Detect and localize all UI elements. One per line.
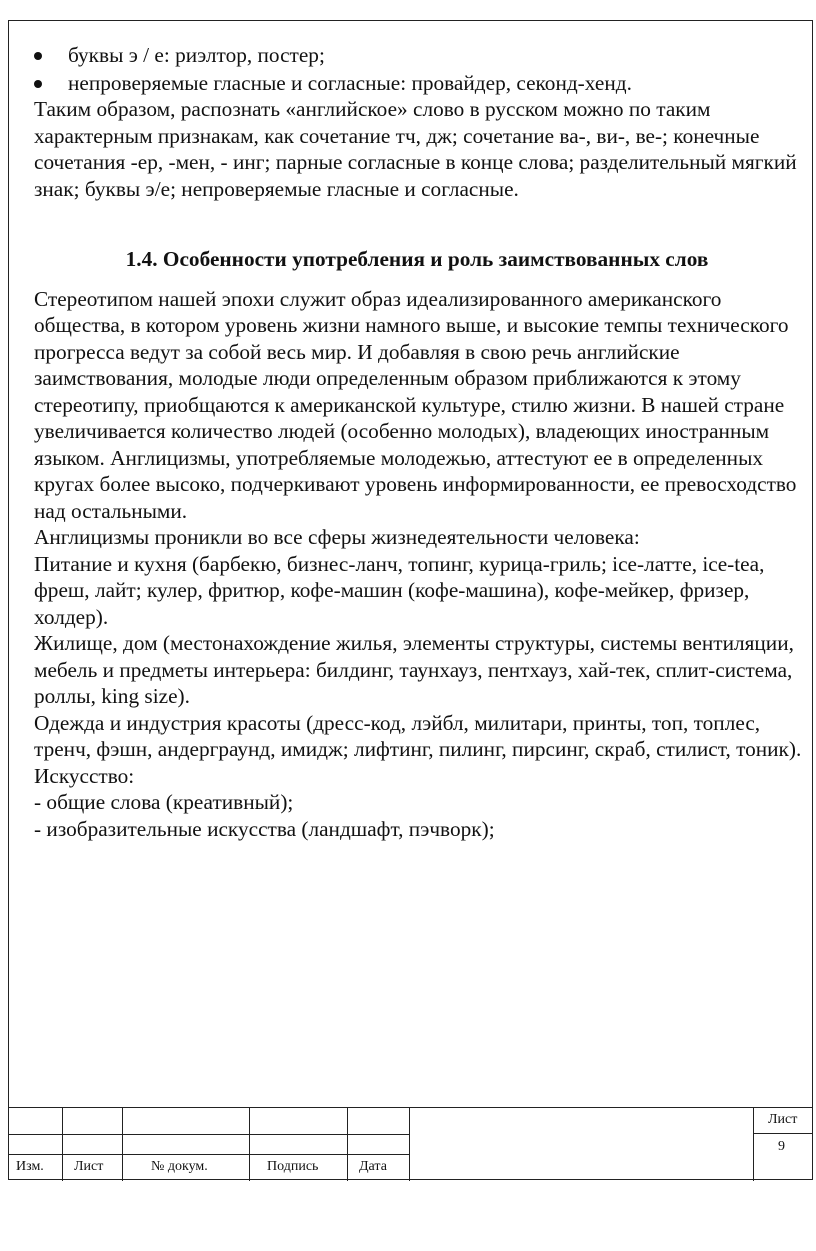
stamp-divider <box>62 1108 63 1181</box>
document-body <box>34 42 806 842</box>
stamp-doc-label: № докум. <box>151 1159 208 1174</box>
stamp-divider <box>753 1133 813 1134</box>
stamp-list-label: Лист <box>74 1159 104 1174</box>
paragraph: Англицизмы проникли во все сферы жизнедеятельности человека: <box>34 525 640 549</box>
stamp-divider <box>8 1154 409 1155</box>
paragraph: - изобразительные искусства (ландшафт, пэчворк); <box>34 816 495 841</box>
bullet-item <box>34 70 806 97</box>
bullet-text: буквы э / е: риэлтор, постер; <box>68 43 325 67</box>
paragraph: - общие слова (креативный); <box>34 790 294 814</box>
stamp-divider <box>753 1108 754 1181</box>
bullet-icon <box>34 52 42 60</box>
paragraph: Жилище, дом (местонахождение жилья, элементы структуры, системы вентиляции, мебель и предметы интерьера: билдинг, таунхауз, пентхауз, хай-тек, сплит-система, роллы, king size). <box>34 631 794 708</box>
stamp-divider <box>8 1134 409 1135</box>
bullet-icon <box>34 80 42 88</box>
bullet-item <box>34 42 806 69</box>
stamp-divider <box>347 1108 348 1181</box>
stamp-divider <box>409 1108 410 1181</box>
paragraph: Одежда и индустрия красоты (дресс-код, лэйбл, милитари, принты, топ, топлес, тренч, фэшн, андерграунд, имидж; лифтинг, пилинг, пирсинг, скраб, стилист, тоник). <box>34 710 802 761</box>
stamp-date-label: Дата <box>359 1159 387 1174</box>
bullet-text: непроверяемые гласные и согласные: провайдер, секонд-хенд. <box>68 70 632 95</box>
stamp-divider <box>249 1108 250 1181</box>
title-block-stamp <box>8 1107 813 1180</box>
stamp-izm-label: Изм. <box>16 1159 44 1174</box>
paragraph: Искусство: <box>34 763 135 788</box>
stamp-sheet-label: Лист <box>768 1112 798 1127</box>
section-heading: 1.4. Особенности употребления и роль заимствованных слов <box>125 247 709 271</box>
stamp-sheet-number: 9 <box>778 1139 785 1154</box>
stamp-sign-label: Подпись <box>267 1159 319 1174</box>
summary-paragraph: Таким образом, распознать «английское» слово в русском можно по таким характерным признакам, как сочетание тч, дж; сочетание ва-, ви-, ве-; конечные сочетания -ер, -мен, - инг; парные согласные в конце слова; разделительный мягкий знак; буквы э/е; непроверяемые гласные и согласные. <box>34 97 797 201</box>
paragraph: Стереотипом нашей эпохи служит образ идеализированного американского общества, в котором уровень жизни намного выше, и высокие темпы технического прогресса ведут за собой весь мир. И добавляя в свою речь английские заимствования, молодые люди определенным образом приближаются к этому стереотипу, приобщаются к американской культуре, стилю жизни. В нашей стране увеличивается количество людей (особенно молодых), владеющих иностранным языком. Англицизмы, употребляемые молодежью, аттестуют ее в определенных кругах более высоко, подчеркивают уровень информированности, ее превосходство над остальными. <box>34 286 797 523</box>
stamp-divider <box>122 1108 123 1181</box>
paragraph: Питание и кухня (барбекю, бизнес-ланч, топинг, курица-гриль; ice-латте, ice-tea, фреш, лайт; кулер, фритюр, кофе-машин (кофе-машина), кофе-мейкер, фризер, холдер). <box>34 551 765 629</box>
